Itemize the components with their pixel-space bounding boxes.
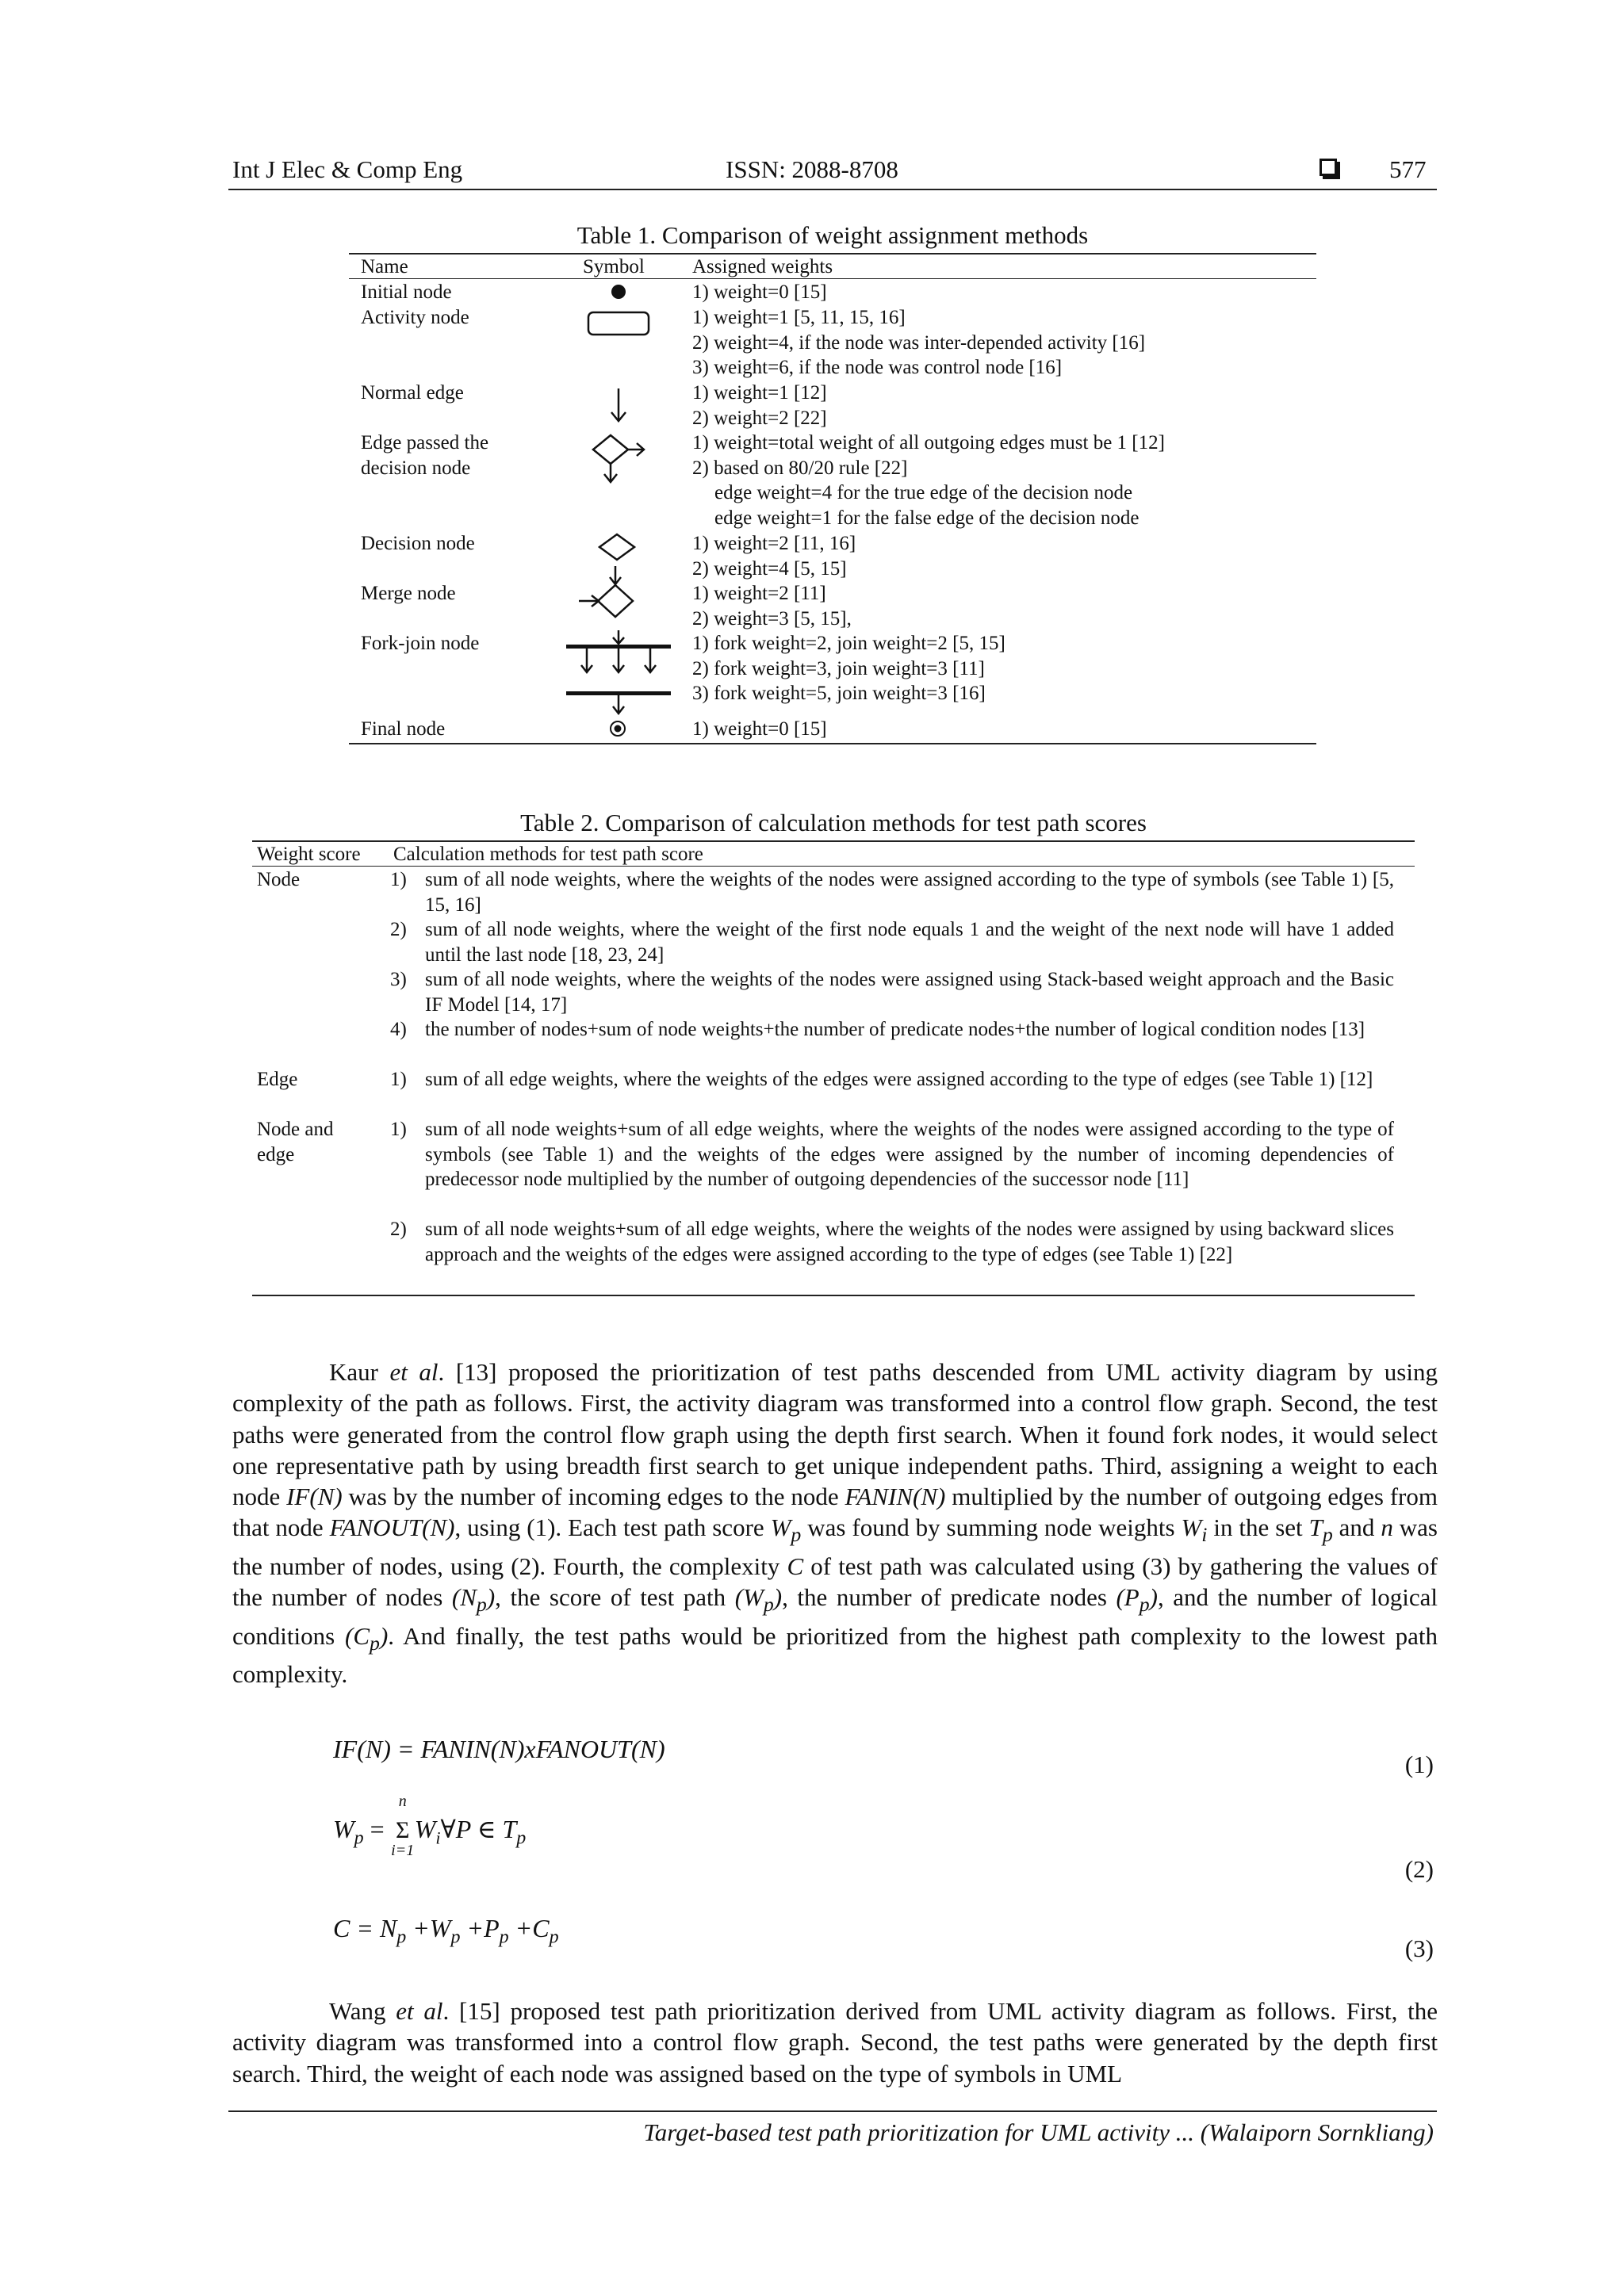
weights-cell: 1) fork weight=2, join weight=2 [5, 15] 2) fork weight=3, join weight=3 [11] 3) fork weight=5, join weight=3 [16] <box>692 633 1005 705</box>
table-row: Fork-join node <box>361 633 480 654</box>
weights-cell: 1) weight=0 [15] <box>692 281 827 303</box>
item-number: 2) <box>390 919 407 940</box>
score-label-node: Node <box>257 869 301 890</box>
table-2-caption: Table 2. Comparison of calculation methods for test path scores <box>520 809 1147 836</box>
method-item: sum of all edge weights, where the weights of the edges were assigned according to the type of edges (see Table 1) [12] <box>425 1069 1373 1090</box>
decision-edge-icon <box>587 432 647 486</box>
fork-join-node-icon <box>563 629 674 718</box>
item-number: 4) <box>390 1019 407 1040</box>
equation-3: $C = N_p +W_p +P_p +C_p$ <box>333 1914 559 1948</box>
weights-cell: 1) weight=total weight of all outgoing edges must be 1 [12] 2) based on 80/20 rule [22] edge weight=4 for the true edge of the decision node edge weight=1 for the false edge of the decision node <box>692 432 1165 529</box>
square-bullet-icon <box>1320 159 1337 176</box>
score-label-edge: Edge <box>257 1069 298 1090</box>
equation-2: $W_p$ = n Σ i=1 $W_i\forall P$ ∈ $T_p$ <box>333 1793 527 1859</box>
header-rule <box>228 189 1437 190</box>
table-1-bottom-rule <box>349 743 1316 744</box>
table-1-header-rule <box>349 278 1316 279</box>
table-1-col-name: Name <box>361 256 408 277</box>
method-item: sum of all node weights+sum of all edge weights, where the weights of the nodes were assigned by using backward slices approach and the weights of the edges were assigned according to the type of edges (see Table 1) [22] <box>425 1219 1394 1265</box>
item-number: 1) <box>390 1069 407 1090</box>
weights-cell: 1) weight=0 [15] <box>692 718 827 740</box>
table-1-caption: Table 1. Comparison of weight assignment methods <box>576 221 1089 249</box>
journal-name: Int J Elec & Comp Eng <box>232 155 463 183</box>
decision-node-icon <box>595 531 639 563</box>
activity-node-icon <box>585 309 652 338</box>
equation-1-number: (1) <box>1404 1751 1434 1778</box>
weights-cell: 1) weight=2 [11] 2) weight=3 [5, 15], <box>692 583 852 629</box>
table-2-header-rule <box>252 866 1415 867</box>
table-2-bottom-rule <box>252 1295 1415 1296</box>
running-footer: Target-based test path prioritization for UML activity ... (Walaiporn Sornkliang) <box>643 2118 1434 2146</box>
issn: ISSN: 2088-8708 <box>726 155 898 183</box>
method-item: sum of all node weights, where the weight of the first node equals 1 and the weight of the next node will have 1 added until the last node [18, 23, 24] <box>425 919 1394 966</box>
table-row: Merge node <box>361 583 456 604</box>
table-row: Initial node <box>361 281 452 303</box>
method-item: sum of all node weights, where the weights of the nodes were assigned according to the type of symbols (see Table 1) [5, 15, 16] <box>425 869 1394 916</box>
equation-1: IF(N) = FANIN(N)xFANOUT(N) <box>333 1735 665 1763</box>
table-2-col-score: Weight score <box>257 844 361 865</box>
equation-3-number: (3) <box>1404 1934 1434 1962</box>
initial-node-icon <box>603 281 634 303</box>
item-number: 1) <box>390 869 407 890</box>
table-row: Edge passed the decision node <box>361 432 489 479</box>
body-paragraph: Wang et al. [15] proposed test path prioritization derived from UML activity diagram as follows. First, the activity diagram was transformed into a control flow graph. Second, the test paths were generated by the depth first search. Third, the weight of each node was assigned based on the type of symbols in UML <box>232 1997 1438 2087</box>
table-1-col-symbol: Symbol <box>583 256 645 277</box>
normal-edge-icon <box>607 387 630 425</box>
table-row: Final node <box>361 718 446 740</box>
table-row: Decision node <box>361 533 475 554</box>
weights-cell: 1) weight=2 [11, 16] 2) weight=4 [5, 15] <box>692 533 856 580</box>
table-1-col-weights: Assigned weights <box>692 256 833 277</box>
method-item: sum of all node weights+sum of all edge weights, where the weights of the nodes were assigned according to the type of symbols (see Table 1) and the weights of the edges were assigned by the number of incoming dependencies of predecessor node multiplied by the number of outgoing dependencies of the successor node [11] <box>425 1119 1394 1191</box>
table-row: Normal edge <box>361 382 464 404</box>
final-node-icon <box>606 718 630 739</box>
weights-cell: 1) weight=1 [12] 2) weight=2 [22] <box>692 382 827 429</box>
method-item: sum of all node weights, where the weights of the nodes were assigned using Stack-based weight approach and the Basic IF Model [14, 17] <box>425 969 1394 1016</box>
merge-node-icon <box>576 564 641 626</box>
weights-cell: 1) weight=1 [5, 11, 15, 16] 2) weight=4, if the node was inter-depended activity [16] 3) weight=6, if the node was control node [16] <box>692 307 1146 379</box>
footer-rule <box>228 2110 1437 2112</box>
item-number: 1) <box>390 1119 407 1140</box>
item-number: 2) <box>390 1219 407 1240</box>
table-2-col-method: Calculation methods for test path score <box>393 844 703 865</box>
equation-2-number: (2) <box>1404 1855 1434 1883</box>
page-number: 577 <box>1389 155 1427 183</box>
score-label-node-and-edge: Node and edge <box>257 1119 334 1165</box>
method-item: the number of nodes+sum of node weights+the number of predicate nodes+the number of logical condition nodes [13] <box>425 1019 1365 1040</box>
table-row: Activity node <box>361 307 469 328</box>
body-paragraph: Kaur et al. [13] proposed the prioritization of test paths descended from UML activity diagram by using complexity of the path as follows. First, the activity diagram was transformed into a control flow graph. Second, the test paths were generated from the control flow graph using the depth first search. When it found fork nodes, it would select one representative path by using breadth first search to get unique independent paths. Third, assigning a weight to each node IF(N) was by the number of incoming edges to the node FANIN(N) multiplied by the number of outgoing edges from that node FANOUT(N), using (1). Each test path score $W_p$ was found by summing node weights $W_i$ in the set $T_p$ and n was the number of nodes, using (2). Fourth, the complexity C of test path was calculated using (3) by gathering the values of the number of nodes $(N_p)$, the score of test path $(W_p)$, the number of predicate nodes $(P_p)$, and the number of logical conditions $(C_p)$. And finally, the test paths would be prioritized from the highest path complexity to the lowest path complexity. <box>232 1358 1438 1689</box>
item-number: 3) <box>390 969 407 990</box>
